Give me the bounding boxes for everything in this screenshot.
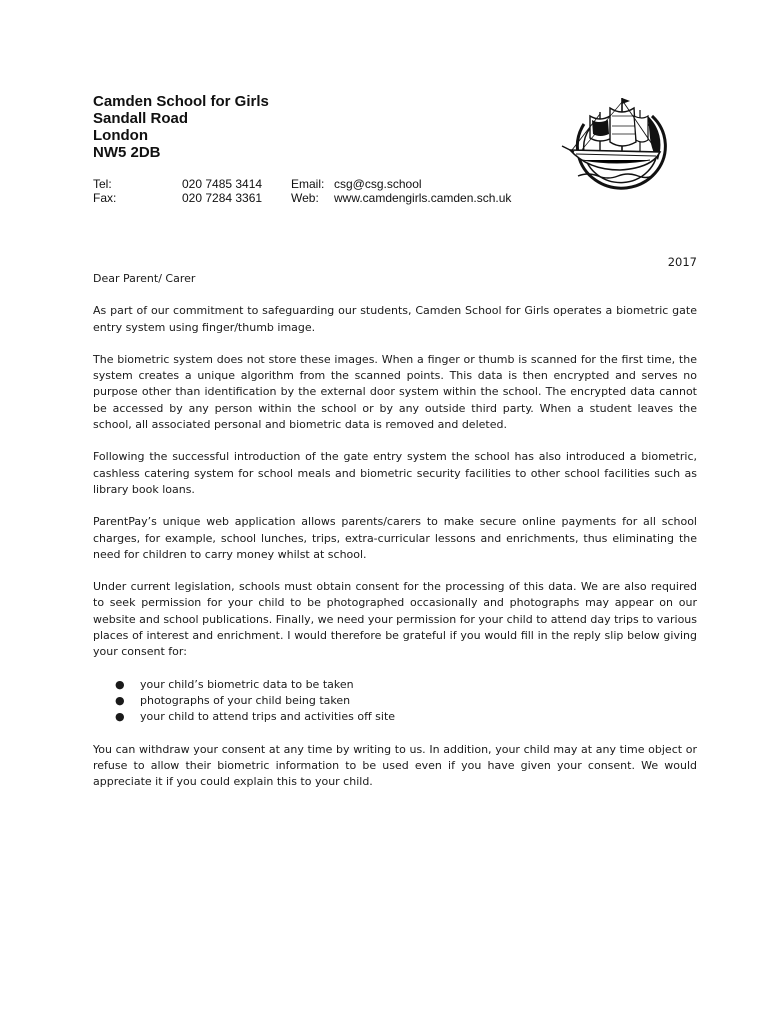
email-value[interactable]: csg@csg.school [334, 177, 422, 191]
paragraph-cashless-catering: Following the successful introduction of the gate entry system the school has also introduced a biometric, cashless catering system for school meals and biometric security facilities to other school facilities such as library book loans. [93, 450, 697, 496]
paragraph-intro: As part of our commitment to safeguarding our students, Camden School for Girls operates a biometric gate entry system using finger/thumb image. [93, 304, 697, 334]
address-street: Sandall Road [93, 110, 189, 127]
school-address [93, 93, 269, 161]
fax-label: Fax: [93, 191, 117, 205]
address-postcode: NW5 2DB [93, 144, 161, 161]
tel-label: Tel: [93, 177, 112, 191]
list-item [93, 709, 697, 725]
salutation: Dear Parent/ Carer [93, 272, 196, 285]
consent-list [93, 677, 697, 726]
web-value[interactable]: www.camdengirls.camden.sch.uk [334, 191, 512, 205]
consent-item-text: photographs of your child being taken [140, 693, 351, 707]
letter-date: 2017 [667, 255, 697, 269]
fax-value: 020 7284 3361 [182, 191, 263, 205]
consent-item-text: your child’s biometric data to be taken [140, 677, 354, 691]
school-name: Camden School for Girls [93, 93, 269, 110]
paragraph-biometric-system: The biometric system does not store these images. When a finger or thumb is scanned for the first time, the system creates a unique algorithm from the scanned points. This data is then encrypted and serves no purpose other than identification by the external door system within the school. The encrypted data cannot be accessed by any person within the school or by any outside third party. When a student leaves the school, all associated personal and biometric data is removed and deleted. [93, 352, 697, 432]
tel-value: 020 7485 3414 [182, 177, 263, 191]
list-item [93, 693, 697, 709]
paragraph-closing: You can withdraw your consent at any time by writing to us. In addition, your child may at any time object or refuse to allow their biometric information to be used even if you have given your consent. We would appreciate it if you could explain this to your child. [93, 742, 697, 789]
email-label: Email: [291, 177, 325, 191]
web-label: Web: [291, 191, 319, 205]
contact-row-fax-web [93, 191, 653, 205]
address-city: London [93, 127, 148, 144]
paragraph-parentpay: ParentPay’s unique web application allows parents/carers to make secure online payments for all school charges, for example, school lunches, trips, extra-curricular lessons and enrichments, thus eliminating the need for children to carry money whilst at school. [93, 515, 697, 561]
paragraph-legislation: Under current legislation, schools must obtain consent for the processing of this data. We are also required to seek permission for your child to be photographed occasionally and photographs may appear on our website and school publications. Finally, we need your permission for your child to attend day trips to various places of interest and enrichment. I would therefore be grateful if you would fill in the reply slip below giving your consent for: [93, 580, 697, 659]
letter-body [93, 271, 697, 806]
contact-details [93, 177, 653, 205]
bullet-icon: ● [115, 693, 125, 707]
bullet-icon: ● [115, 710, 125, 724]
consent-item-text: your child to attend trips and activities off site [140, 710, 396, 724]
contact-row-tel-email [93, 177, 653, 191]
list-item [93, 677, 697, 693]
bullet-icon: ● [115, 677, 125, 691]
